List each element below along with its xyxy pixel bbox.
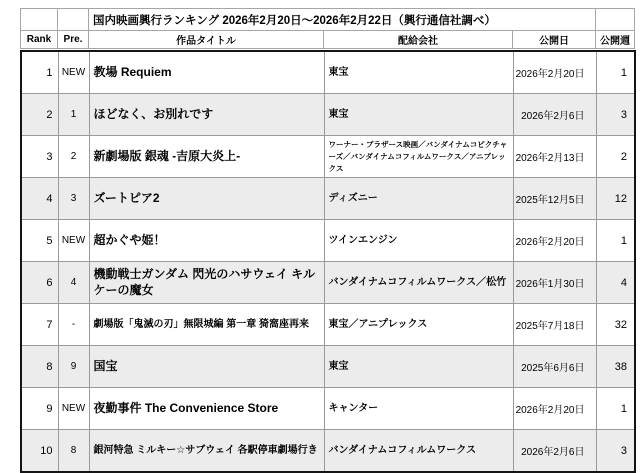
blank-cell (58, 9, 89, 31)
table-title: 国内映画興行ランキング 2026年2月20日～2026年2月22日（興行通信社調べ） (89, 9, 596, 31)
title-cell: 夜勤事件 The Convenience Store (89, 388, 324, 430)
release-date-cell: 2026年2月13日 (513, 136, 596, 178)
col-header-distributor: 配給会社 (324, 31, 513, 49)
blank-cell (596, 9, 635, 31)
release-date-cell: 2025年6月6日 (513, 346, 596, 388)
col-header-release-date: 公開日 (513, 31, 596, 49)
previous-rank-cell: 9 (58, 346, 89, 388)
release-date-cell: 2026年2月6日 (513, 430, 596, 473)
rank-cell: 10 (21, 430, 58, 473)
rank-cell: 7 (21, 304, 58, 346)
table-row (21, 262, 635, 304)
previous-rank-cell: 3 (58, 178, 89, 220)
col-header-rank: Rank (21, 31, 58, 49)
table-row (21, 346, 635, 388)
weeks-cell: 1 (596, 388, 635, 430)
title-cell: 劇場版「鬼滅の刃」無限城編 第一章 猗窩座再来 (89, 304, 324, 346)
release-date-cell: 2026年2月20日 (513, 388, 596, 430)
table-row (21, 136, 635, 178)
distributor-cell: ワーナー・ブラザース映画／バンダイナムコピクチャーズ／バンダイナムコフィルムワークス／アニプレックス (324, 136, 513, 178)
ranking-header-table (20, 8, 635, 49)
weeks-cell: 12 (596, 178, 635, 220)
title-cell: ズートピア2 (89, 178, 324, 220)
weeks-cell: 38 (596, 346, 635, 388)
release-date-cell: 2026年2月20日 (513, 220, 596, 262)
table-row (21, 94, 635, 136)
release-date-cell: 2025年7月18日 (513, 304, 596, 346)
rank-cell: 5 (21, 220, 58, 262)
rank-cell: 9 (21, 388, 58, 430)
rank-cell: 2 (21, 94, 58, 136)
col-header-weeks: 公開週 (596, 31, 635, 49)
title-cell: 銀河特急 ミルキー☆サブウェイ 各駅停車劇場行き (89, 430, 324, 473)
weeks-cell: 3 (596, 94, 635, 136)
distributor-cell: バンダイナムコフィルムワークス (324, 430, 513, 473)
table-row (21, 178, 635, 220)
rank-cell: 6 (21, 262, 58, 304)
weeks-cell: 2 (596, 136, 635, 178)
weeks-cell: 1 (596, 51, 635, 94)
rank-cell: 3 (21, 136, 58, 178)
previous-rank-cell: 1 (58, 94, 89, 136)
table-row (21, 51, 635, 94)
distributor-cell: キャンター (324, 388, 513, 430)
release-date-cell: 2026年2月20日 (513, 51, 596, 94)
col-header-title: 作品タイトル (89, 31, 324, 49)
table-row (21, 430, 635, 473)
distributor-cell: バンダイナムコフィルムワークス／松竹 (324, 262, 513, 304)
weeks-cell: 4 (596, 262, 635, 304)
release-date-cell: 2025年12月5日 (513, 178, 596, 220)
blank-cell (21, 9, 58, 31)
ranking-data-table (20, 50, 636, 473)
title-cell: 新劇場版 銀魂 -吉原大炎上- (89, 136, 324, 178)
weeks-cell: 1 (596, 220, 635, 262)
rank-cell: 8 (21, 346, 58, 388)
table-row (21, 220, 635, 262)
title-cell: 教場 Requiem (89, 51, 324, 94)
title-cell: 機動戦士ガンダム 閃光のハサウェイ キルケーの魔女 (89, 262, 324, 304)
rank-cell: 1 (21, 51, 58, 94)
weeks-cell: 3 (596, 430, 635, 473)
col-header-previous: Pre. (58, 31, 89, 49)
distributor-cell: ツインエンジン (324, 220, 513, 262)
distributor-cell: 東宝 (324, 94, 513, 136)
column-header-row (21, 31, 635, 49)
title-cell: 国宝 (89, 346, 324, 388)
previous-rank-cell: 8 (58, 430, 89, 473)
previous-rank-cell: 2 (58, 136, 89, 178)
title-row (21, 9, 635, 31)
distributor-cell: 東宝 (324, 51, 513, 94)
previous-rank-cell: NEW (58, 388, 89, 430)
release-date-cell: 2026年1月30日 (513, 262, 596, 304)
table-row (21, 388, 635, 430)
title-cell: 超かぐや姫！ (89, 220, 324, 262)
previous-rank-cell: 4 (58, 262, 89, 304)
table-row (21, 304, 635, 346)
previous-rank-cell: NEW (58, 51, 89, 94)
previous-rank-cell: - (58, 304, 89, 346)
distributor-cell: ディズニー (324, 178, 513, 220)
rank-cell: 4 (21, 178, 58, 220)
release-date-cell: 2026年2月6日 (513, 94, 596, 136)
weeks-cell: 32 (596, 304, 635, 346)
title-cell: ほどなく、お別れです (89, 94, 324, 136)
distributor-cell: 東宝／アニプレックス (324, 304, 513, 346)
previous-rank-cell: NEW (58, 220, 89, 262)
box-office-ranking-sheet (20, 8, 634, 473)
distributor-cell: 東宝 (324, 346, 513, 388)
